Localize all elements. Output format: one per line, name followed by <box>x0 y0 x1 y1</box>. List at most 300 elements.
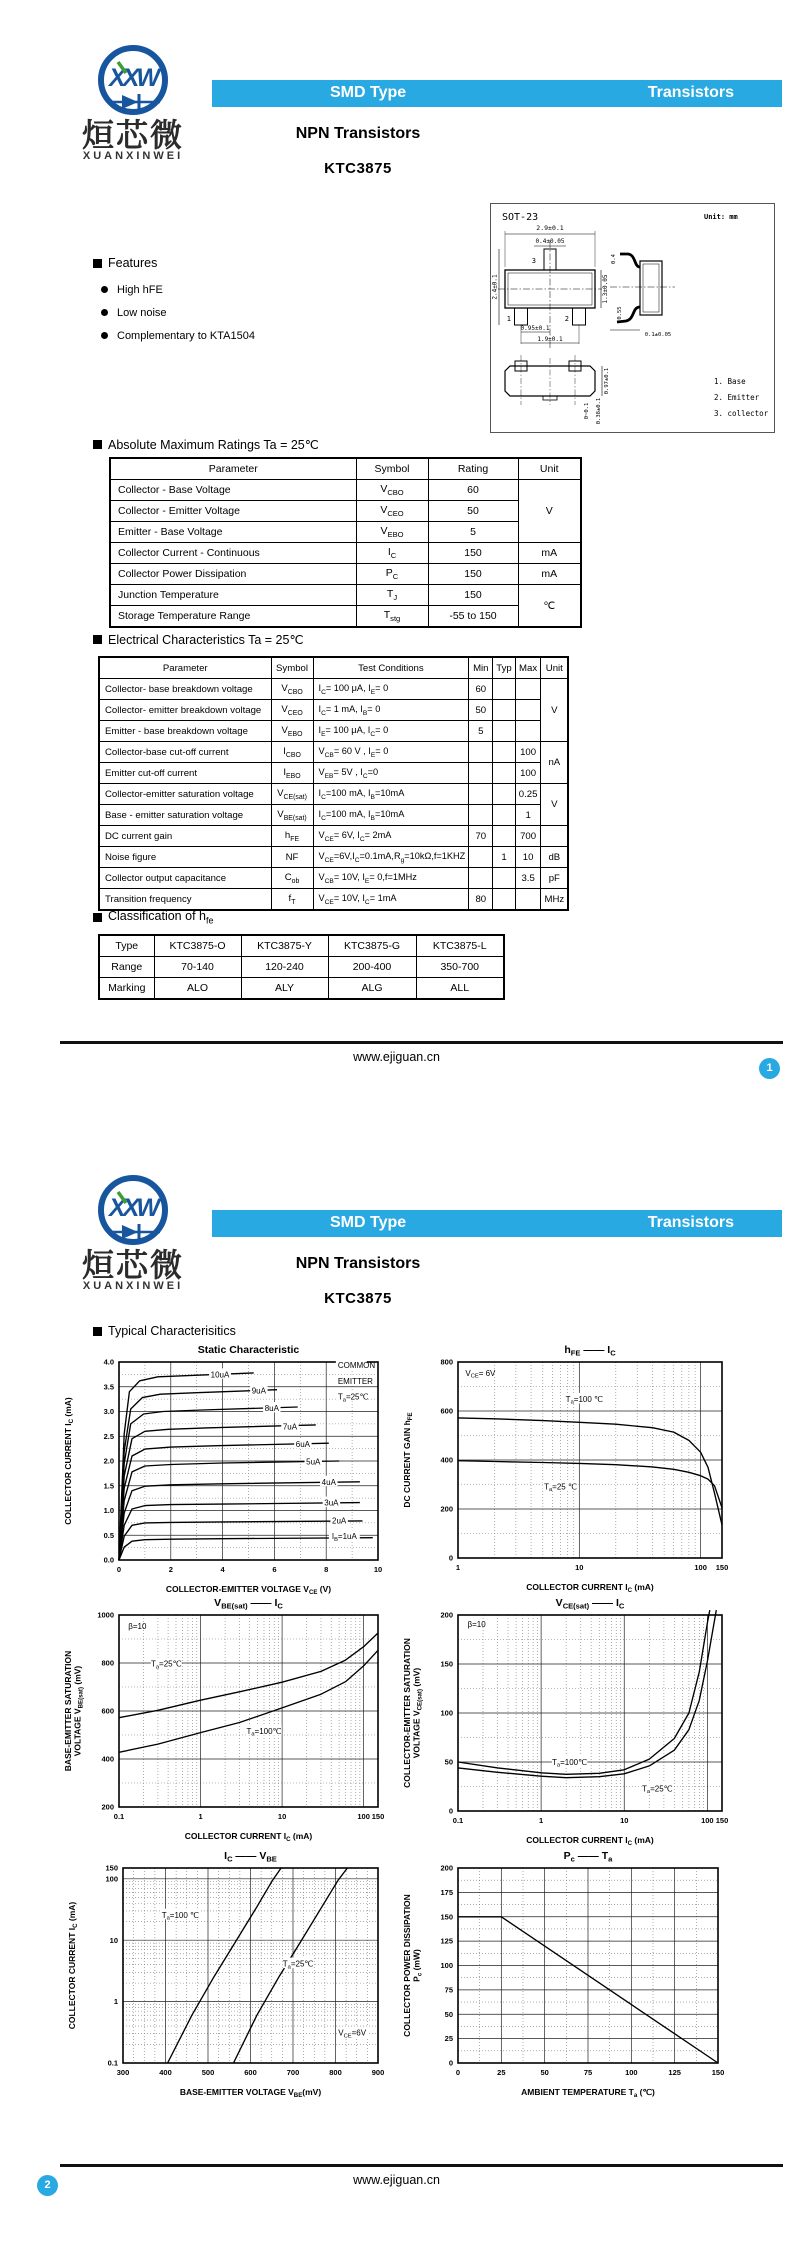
grid-major <box>458 1615 722 1811</box>
annotation: 3uA <box>324 1498 339 1508</box>
table-cell: pF <box>541 868 568 889</box>
dim-foot: 0.1±0.05 <box>644 332 672 338</box>
y-tick-label: 800 <box>101 1658 114 1668</box>
y-tick-label: 1000 <box>97 1610 114 1620</box>
table-cell: $I_C= 100$ μA, $I_E= 0$ <box>313 679 469 700</box>
bullet-icon <box>101 332 108 339</box>
chart-vce <box>394 1589 748 1855</box>
table-cell: $V_{CB}= 60$ V , $I_E= 0$ <box>313 742 469 763</box>
chart-pcta <box>394 1842 744 2107</box>
pin1-number: 1 <box>506 315 511 323</box>
dim-outline-height: 2.4±0.1 <box>491 274 499 300</box>
table-cell <box>515 700 541 721</box>
table-cell <box>541 826 568 847</box>
chart-title: $I_C$ —— $V_{BE}$ <box>224 1850 277 1864</box>
table-row <box>99 978 504 1000</box>
section-square-icon <box>93 440 102 449</box>
x-axis-title: BASE-EMITTER VOLTAGE $V_{BE}(mV)$ <box>179 2087 322 2099</box>
annotation: 6uA <box>295 1440 311 1450</box>
x-tick-label: 0 <box>455 2068 461 2077</box>
table-cell <box>515 889 541 911</box>
y-tick-label: 400 <box>101 1754 114 1764</box>
y-axis-title: VOLTAGE $V_{CE(sat)}$ (mV) <box>411 1667 424 1759</box>
table-cell: Collector - Base Voltage <box>110 480 356 501</box>
y-tick-label: 50 <box>444 2009 453 2019</box>
x-tick-label: 150 <box>715 1563 729 1572</box>
chart-icvbe <box>59 1842 404 2107</box>
table-cell: $V_{CE}= 6V$, $I_C= 2mA$ <box>313 826 469 847</box>
table-cell: 0.25 <box>515 784 541 805</box>
table-cell <box>493 721 515 742</box>
feature-text: High hFE <box>117 283 163 296</box>
x-tick-label: 400 <box>159 2068 172 2077</box>
y-tick-label: 0.1 <box>107 2058 118 2068</box>
table-cell: KTC3875-G <box>328 935 416 957</box>
pin-legend-base: 1. Base <box>714 377 746 386</box>
table-cell: 70-140 <box>154 957 241 978</box>
x-tick-label: 900 <box>371 2068 385 2077</box>
column-header: Symbol <box>356 458 428 480</box>
x-tick-label: 150 <box>371 1812 385 1821</box>
table-cell <box>493 889 515 911</box>
table-cell: KTC3875-Y <box>241 935 328 957</box>
y-tick-label: 0 <box>448 1553 453 1563</box>
annotation: $T_a=100$ ℃ <box>565 1394 604 1406</box>
page-number-badge: 1 <box>759 1058 780 1079</box>
table-cell: 700 <box>515 826 541 847</box>
table-row <box>110 480 581 501</box>
table-cell: 200-400 <box>328 957 416 978</box>
dim-lead-thickness: 0.4 <box>611 254 617 264</box>
table-cell <box>469 742 493 763</box>
pin-legend-collector: 3. collector <box>714 409 769 418</box>
column-header: Min <box>469 657 493 679</box>
table-cell: $I_E= 100$ μA, $I_C= 0$ <box>313 721 469 742</box>
x-tick-label: 600 <box>244 2068 257 2077</box>
brand-en-name: XUANXINWEI <box>82 150 184 162</box>
x-tick-label: 100 <box>357 1812 370 1821</box>
section-square-icon <box>93 259 102 268</box>
table-row <box>99 957 504 978</box>
brand-en-name: XUANXINWEI <box>82 1280 184 1292</box>
page-number-badge: 2 <box>37 2175 58 2196</box>
annotation: $I_B=1uA$ <box>331 1532 357 1543</box>
x-tick-label: 300 <box>116 2068 130 2077</box>
annotation: $T_a=25$ ℃ <box>544 1482 577 1494</box>
table-row <box>110 564 581 585</box>
dim-height: 0.97±0.1 <box>604 367 610 395</box>
abs-max-heading: Absolute Maximum Ratings Ta = 25℃ <box>108 438 319 452</box>
table-cell: $f_T$ <box>271 889 313 911</box>
x-tick-label: 25 <box>497 2068 506 2077</box>
table-row <box>99 763 568 784</box>
y-tick-label: 150 <box>440 1659 453 1669</box>
header-bar-left-label: SMD Type <box>330 84 407 101</box>
table-cell: $V_{CE}=6V,I_C=0.1mA,R_g=10k\Omega,f=1KHZ$ <box>313 847 469 868</box>
table-row <box>99 742 568 763</box>
table-header-row <box>99 657 568 679</box>
series-IB=3uA <box>119 1503 360 1560</box>
y-tick-label: 0.0 <box>103 1555 114 1565</box>
table-cell: $T_J$ <box>356 585 428 606</box>
x-tick-label: 10 <box>620 1816 629 1825</box>
chart-title: $P_c$ —— $T_a$ <box>563 1850 613 1864</box>
table-cell: Collector output capacitance <box>99 868 271 889</box>
y-tick-label: 200 <box>440 1610 453 1620</box>
table-cell: ALY <box>241 978 328 1000</box>
chart-hfe <box>394 1336 748 1602</box>
table-cell: $V_{CB}= 10V$, $I_E= 0,f=1MHz$ <box>313 868 469 889</box>
annotation: β=10 <box>467 1619 486 1629</box>
y-tick-label: 600 <box>101 1706 114 1716</box>
x-tick-label: 800 <box>329 2068 342 2077</box>
table-cell: ℃ <box>518 585 581 628</box>
table-cell: mA <box>518 564 581 585</box>
data-table <box>98 656 569 911</box>
series-Ta=100℃ <box>458 1610 710 1774</box>
table-row <box>99 805 568 826</box>
y-tick-label: 0.5 <box>103 1530 114 1540</box>
column-header: Test Conditions <box>313 657 469 679</box>
table-cell: 150 <box>428 564 518 585</box>
header-bar-right-label: Transistors <box>647 84 734 101</box>
x-tick-label: 100 <box>701 1816 714 1825</box>
logo-monogram: XXW <box>109 64 157 92</box>
table-cell <box>469 847 493 868</box>
dim-lead-width2: 0.38±0.1 <box>596 397 602 425</box>
y-axis-title: COLLECTOR CURRENT $I_C$ (mA) <box>67 1901 79 2030</box>
x-tick-label: 1 <box>198 1812 203 1821</box>
table-cell: $V_{CE}= 10V$, $I_C= 1mA$ <box>313 889 469 911</box>
y-tick-label: 3.5 <box>103 1382 114 1392</box>
y-tick-label: 200 <box>440 1863 453 1873</box>
x-axis-title: COLLECTOR-EMITTER VOLTAGE $V_{CE}$ (V) <box>165 1584 332 1596</box>
y-tick-label: 2.5 <box>103 1431 114 1441</box>
y-tick-label: 2.0 <box>103 1456 114 1466</box>
table-row <box>99 679 568 700</box>
x-axis-title: COLLECTOR CURRENT $I_C$ (mA) <box>526 1835 654 1847</box>
x-tick-label: 4 <box>220 1565 225 1574</box>
table-cell: KTC3875-L <box>416 935 504 957</box>
table-cell: 100 <box>515 763 541 784</box>
table-row <box>99 700 568 721</box>
brand-cn-name: 烜芯微 <box>81 117 184 153</box>
table-cell <box>493 742 515 763</box>
section-abs-max <box>93 437 319 452</box>
x-tick-label: 700 <box>286 2068 300 2077</box>
table-cell: $V_{EB}= 5V$ , $I_C=0$ <box>313 763 469 784</box>
section-square-icon <box>93 1327 102 1336</box>
table-row <box>110 501 581 522</box>
y-tick-label: 75 <box>444 1985 453 1995</box>
column-header: Unit <box>541 657 568 679</box>
doc-title: NPN Transistors <box>295 125 421 142</box>
table-cell: 10 <box>515 847 541 868</box>
classification-heading: Classification of $h_{fe}$ <box>108 909 214 926</box>
x-tick-label: 0 <box>116 1565 122 1574</box>
table-cell: Base - emitter saturation voltage <box>99 805 271 826</box>
bullet-icon <box>101 309 108 316</box>
grid-major <box>458 1868 718 2063</box>
table-cell: 1 <box>515 805 541 826</box>
x-tick-label: 50 <box>540 2068 549 2077</box>
table-cell: $P_C$ <box>356 564 428 585</box>
column-header: Parameter <box>110 458 356 480</box>
feature-text: Complementary to KTA1504 <box>117 329 255 342</box>
column-header: Rating <box>428 458 518 480</box>
y-tick-label: 200 <box>440 1504 453 1514</box>
y-axis-title: BASE-EMITTER SATURATION <box>63 1650 73 1772</box>
table-cell <box>493 826 515 847</box>
column-header: Max <box>515 657 541 679</box>
header-bar-left-label: SMD Type <box>330 1214 407 1231</box>
feature-item <box>101 301 255 324</box>
annotation: $T_a=25℃$ <box>641 1784 673 1796</box>
annotation: $T_a=100℃$ <box>246 1726 282 1738</box>
table-cell: Collector Current - Continuous <box>110 543 356 564</box>
feature-item <box>101 278 255 301</box>
x-tick-label: 10 <box>277 1812 287 1821</box>
y-tick-label: 0 <box>448 2058 453 2068</box>
table-cell: ALO <box>154 978 241 1000</box>
table-cell: 80 <box>469 889 493 911</box>
chart-title: $V_{BE(sat)}$ —— $I_C$ <box>214 1597 283 1611</box>
table-row <box>99 935 504 957</box>
chart-title: $h_{FE}$ —— $I_C$ <box>564 1344 616 1358</box>
table-cell: 1 <box>493 847 515 868</box>
y-axis-title: DC CURRENT GAIN $h_{FE}$ <box>402 1412 414 1508</box>
table-cell: 50 <box>469 700 493 721</box>
y-tick-label: 10 <box>109 1935 118 1945</box>
x-tick-label: 100 <box>694 1563 707 1572</box>
table-row <box>110 543 581 564</box>
table-cell: $I_{CBO}$ <box>271 742 313 763</box>
table-cell: 5 <box>469 721 493 742</box>
table-cell: 120-240 <box>241 957 328 978</box>
y-tick-label: 50 <box>444 1757 453 1767</box>
table-cell: $T_{stg}$ <box>356 606 428 628</box>
table-cell: Range <box>99 957 154 978</box>
annotation: $T_a=100℃$ <box>552 1757 588 1769</box>
chart-vbe <box>55 1589 404 1851</box>
y-tick-label: 150 <box>440 1912 453 1922</box>
table-cell: V <box>518 480 581 543</box>
table-cell: $V_{CBO}$ <box>271 679 313 700</box>
y-tick-label: 800 <box>440 1357 453 1367</box>
table-cell: Collector- base breakdown voltage <box>99 679 271 700</box>
table-cell: Collector - Emitter Voltage <box>110 501 356 522</box>
table-cell: Collector- emitter breakdown voltage <box>99 700 271 721</box>
x-tick-label: 150 <box>711 2068 725 2077</box>
table-cell: Emitter cut-off current <box>99 763 271 784</box>
table-cell: $V_{EBO}$ <box>356 522 428 543</box>
annotation: 4uA <box>321 1477 336 1487</box>
part-number: KTC3875 <box>324 160 392 177</box>
x-tick-label: 2 <box>168 1565 173 1574</box>
data-table <box>98 934 505 1000</box>
y-tick-label: 100 <box>440 1961 453 1971</box>
y-tick-label: 4.0 <box>103 1357 114 1367</box>
table-cell: $V_{CEO}$ <box>271 700 313 721</box>
part-number: KTC3875 <box>324 1290 392 1307</box>
dim-body-height: 1.3±0.05 <box>602 274 609 304</box>
package-outline-drawing <box>490 203 775 433</box>
y-tick-label: 400 <box>440 1455 453 1465</box>
dim-body-width: 2.9±0.1 <box>536 224 564 232</box>
annotation: $V_{CE}= 6V$ <box>465 1368 496 1380</box>
annotation: EMITTER <box>337 1376 373 1386</box>
dim-pitch-half: 0.95±0.1 <box>520 325 550 332</box>
table-cell: Collector-base cut-off current <box>99 742 271 763</box>
page1-header <box>0 0 793 210</box>
annotation: $T_a=25℃$ <box>282 1959 314 1971</box>
y-tick-label: 175 <box>440 1887 453 1897</box>
table-cell: Emitter - base breakdown voltage <box>99 721 271 742</box>
feature-text: Low noise <box>117 306 167 319</box>
table-cell <box>469 805 493 826</box>
x-tick-label: 0.1 <box>113 1812 125 1821</box>
section-square-icon <box>93 913 102 922</box>
grid-major <box>119 1615 378 1807</box>
table-cell <box>493 784 515 805</box>
page2-header <box>0 1130 793 1340</box>
y-axis-title: $P_c$ (mW) <box>411 1949 424 1982</box>
annotation: $V_{CE}=6V$ <box>338 2028 367 2040</box>
table-cell: 60 <box>428 480 518 501</box>
y-tick-label: 100 <box>440 1708 453 1718</box>
annotation: 2uA <box>332 1516 347 1526</box>
x-tick-label: 125 <box>668 2068 681 2077</box>
package-unit: Unit: mm <box>704 213 738 221</box>
pin2-number: 2 <box>564 315 569 323</box>
annotation: 7uA <box>282 1422 298 1432</box>
grid-major <box>458 1362 722 1558</box>
table-header-row <box>110 458 581 480</box>
y-axis-title: VOLTAGE $V_{BE(sat)}$ (mV) <box>72 1665 85 1757</box>
bullet-icon <box>101 286 108 293</box>
section-features <box>93 256 157 270</box>
package-name: SOT-23 <box>502 212 539 223</box>
table-cell: 150 <box>428 585 518 606</box>
y-tick-label: 100 <box>105 1874 118 1884</box>
table-cell: 70 <box>469 826 493 847</box>
elec-heading: Electrical Characteristics Ta = 25℃ <box>108 633 304 647</box>
elec-char-table <box>98 656 569 911</box>
table-cell: MHz <box>541 889 568 911</box>
x-tick-label: 0.1 <box>452 1816 464 1825</box>
table-cell: -55 to 150 <box>428 606 518 628</box>
table-cell <box>515 679 541 700</box>
table-cell: $V_{BE(sat)}$ <box>271 805 313 826</box>
pin3-number: 3 <box>531 257 536 265</box>
table-cell: DC current gain <box>99 826 271 847</box>
table-cell: ALL <box>416 978 504 1000</box>
table-cell: $V_{EBO}$ <box>271 721 313 742</box>
table-cell: nA <box>541 742 568 784</box>
y-tick-label: 1 <box>113 1997 118 2007</box>
data-table <box>109 457 582 628</box>
annotation: COMMON <box>337 1360 376 1370</box>
table-cell: 350-700 <box>416 957 504 978</box>
table-cell: $V_{CE(sat)}$ <box>271 784 313 805</box>
x-tick-label: 1 <box>539 1816 544 1825</box>
brand-logo <box>58 1172 208 1247</box>
x-tick-label: 10 <box>373 1565 383 1574</box>
x-tick-label: 500 <box>201 2068 215 2077</box>
table-cell <box>493 763 515 784</box>
x-tick-label: 75 <box>583 2068 593 2077</box>
y-tick-label: 3.0 <box>103 1407 114 1417</box>
y-tick-label: 1.5 <box>103 1481 114 1491</box>
table-cell: dB <box>541 847 568 868</box>
table-cell <box>493 700 515 721</box>
table-cell: Collector Power Dissipation <box>110 564 356 585</box>
table-cell: $I_{EBO}$ <box>271 763 313 784</box>
chart-title: Static Characteristic <box>197 1344 300 1356</box>
chart-static <box>55 1336 404 1604</box>
table-cell: 5 <box>428 522 518 543</box>
header-bar <box>212 1210 782 1237</box>
table-cell: $I_C= 1$ mA, $I_B= 0$ <box>313 700 469 721</box>
table-cell: $I_C=100$ mA, $I_B=10mA$ <box>313 784 469 805</box>
brand-cn-name: 烜芯微 <box>81 1247 184 1283</box>
y-tick-label: 200 <box>101 1802 114 1812</box>
table-cell: Junction Temperature <box>110 585 356 606</box>
x-axis-title: AMBIENT TEMPERATURE $T_a$ (℃) <box>521 2087 655 2099</box>
table-cell: Storage Temperature Range <box>110 606 356 628</box>
table-cell <box>493 679 515 700</box>
column-header: Typ <box>493 657 515 679</box>
table-row <box>99 868 568 889</box>
section-classification <box>93 909 213 926</box>
header-bar <box>212 80 782 107</box>
table-cell: $h_{FE}$ <box>271 826 313 847</box>
table-cell: 150 <box>428 543 518 564</box>
table-cell: 50 <box>428 501 518 522</box>
brand-logo <box>58 42 208 117</box>
doc-title: NPN Transistors <box>295 1255 421 1272</box>
table-cell: ALG <box>328 978 416 1000</box>
pin-legend-emitter: 2. Emitter <box>714 393 760 402</box>
y-tick-label: 25 <box>444 2034 453 2044</box>
features-list <box>101 278 255 347</box>
table-cell <box>469 868 493 889</box>
y-axis-title: COLLECTOR-EMITTER SATURATION <box>402 1638 412 1788</box>
x-tick-label: 150 <box>715 1816 729 1825</box>
y-tick-label: 125 <box>440 1936 453 1946</box>
annotation: β=10 <box>128 1622 147 1631</box>
section-square-icon <box>93 635 102 644</box>
table-cell: $C_{ob}$ <box>271 868 313 889</box>
table-cell: $V_{CBO}$ <box>356 480 428 501</box>
typical-heading: Typical Characterisitics <box>108 1324 236 1338</box>
table-cell <box>469 763 493 784</box>
footer-rule <box>60 2164 783 2167</box>
table-cell: 60 <box>469 679 493 700</box>
table-row <box>110 585 581 606</box>
annotation: $T_a=25℃$ <box>150 1659 182 1671</box>
section-elec <box>93 632 303 647</box>
table-cell: Collector-emitter saturation voltage <box>99 784 271 805</box>
table-row <box>99 826 568 847</box>
table-row <box>110 522 581 543</box>
table-cell: mA <box>518 543 581 564</box>
x-tick-label: 10 <box>575 1563 584 1572</box>
y-tick-label: 0 <box>448 1806 453 1816</box>
x-tick-label: 100 <box>625 2068 638 2077</box>
table-cell <box>493 868 515 889</box>
annotation: $T_a=100$ ℃ <box>161 1910 200 1922</box>
